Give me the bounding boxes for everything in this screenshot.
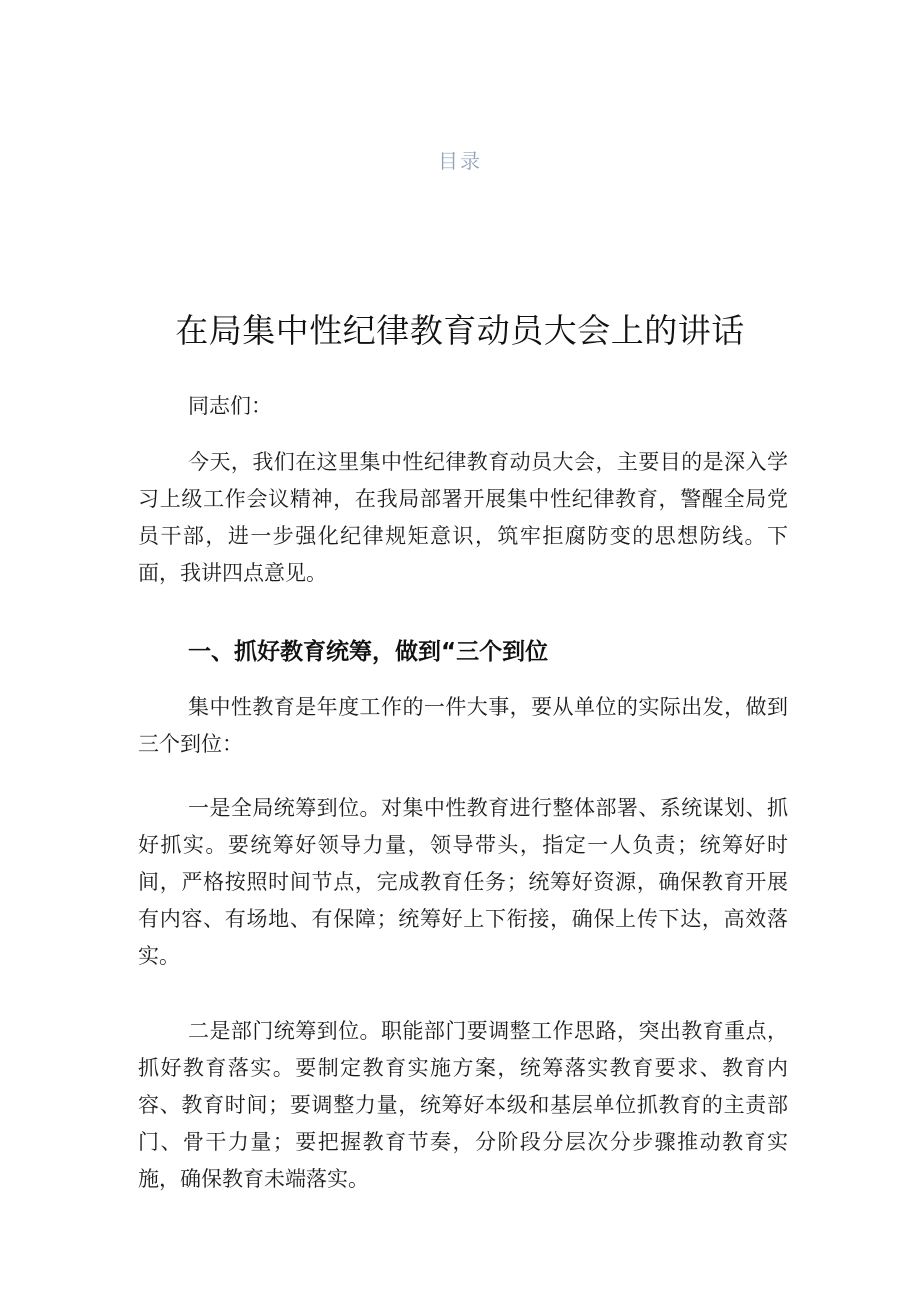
section1-heading: 一、抓好教育统筹，做到“三个到位 [188,639,549,665]
section1-item2-paragraph: 二是部门统筹到位。职能部门要调整工作思路，突出教育重点，抓好教育落实。要制定教育实施方案，统筹落实教育要求、教育内容、教育时间；要调整力量，统筹好本级和基层单位抓教育的主责部门、骨干力量；要把握教育节奏，分阶段分层次分步骤推动教育实施，确保教育未端落实。 [138,1019,788,1191]
document-title: 在局集中性纪律教育动员大会上的讲话 [175,311,745,350]
intro-paragraph: 今天，我们在这里集中性纪律教育动员大会，主要目的是深入学习上级工作会议精神，在我局部署开展集中性纪律教育，警醒全局党员干部，进一步强化纪律规矩意识，筑牢拒腐防变的思想防线。下面，我讲四点意见。 [138,450,788,585]
section1-item1-paragraph: 一是全局统筹到位。对集中性教育进行整体部署、系统谋划、抓好抓实。要统筹好领导力量，领导带头，指定一人负责；统筹好时间，严格按照时间节点，完成教育任务；统筹好资源，确保教育开展有内容、有场地、有保障；统筹好上下衔接，确保上传下达，高效落实。 [138,796,788,968]
greeting-paragraph: 同志们： [188,394,272,418]
section1-intro-paragraph: 集中性教育是年度工作的一件大事，要从单位的实际出发，做到三个到位： [138,695,788,756]
toc-label: 目录 [438,149,482,173]
